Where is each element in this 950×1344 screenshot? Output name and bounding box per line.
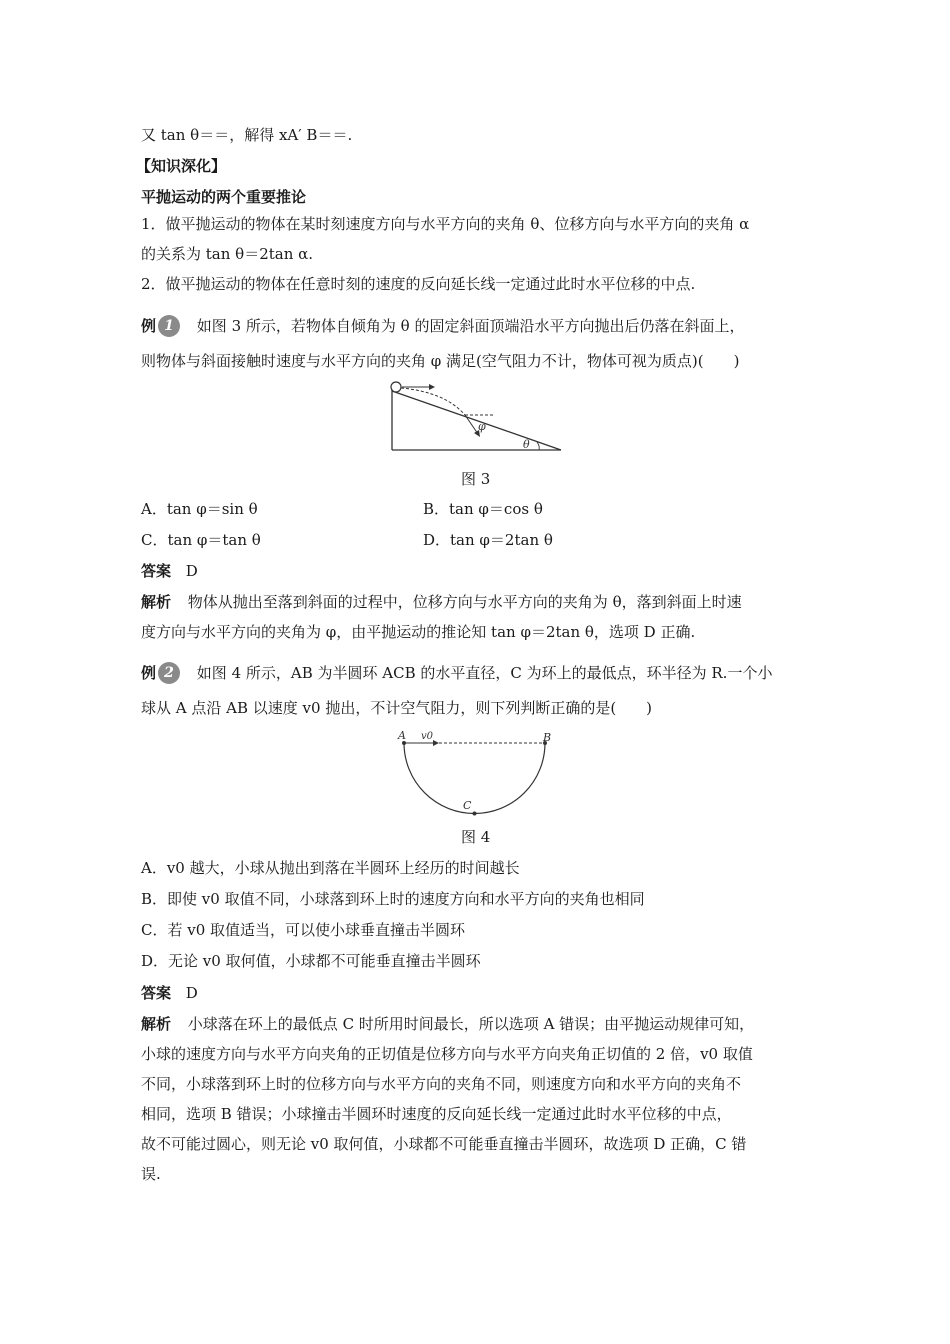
figure4-label-v0: v0 [421, 731, 434, 742]
example2-question-text1: 如图 4 所示，AB 为半圆环 ACB 的水平直径，C 为环上的最低点，环半径为 R.一个小 [196, 664, 773, 682]
example2-analysis-label: 解析 [141, 1015, 172, 1033]
example1-label: 例 [141, 317, 157, 335]
figure3-caption: 图 3 [461, 470, 491, 488]
figure4-label-a: A [398, 729, 406, 742]
figure3-landing-velocity [465, 415, 478, 434]
example1-option-d: D．tan φ＝2tan θ [423, 531, 553, 549]
knowledge-point1-line2: 的关系为 tan θ＝2tan α. [141, 245, 314, 263]
example1-question-line2: 则物体与斜面接触时速度与水平方向的夹角 φ 满足(空气阻力不计，物体可视为质点)( ) [141, 352, 740, 370]
example2-number: 2 [158, 662, 180, 684]
figure3-trajectory [401, 388, 465, 415]
figure4-label-c: C [463, 799, 472, 812]
figure3-arrowhead [429, 384, 435, 390]
figure4-caption: 图 4 [461, 828, 491, 846]
figure4-semicircle-diagram [393, 727, 558, 819]
figure4-arrowhead [433, 740, 439, 746]
example2-option-b: B．即使 v0 取值不同，小球落到环上时的速度方向和水平方向的夹角也相同 [141, 890, 645, 908]
example1-question-line1 [141, 315, 744, 337]
example2-question-line1 [141, 662, 772, 684]
knowledge-heading: 【知识深化】 [136, 157, 227, 175]
figure4-point-c [473, 812, 477, 816]
example1-option-c: C．tan φ＝tan θ [141, 531, 261, 549]
example2-answer-label: 答案 [141, 984, 172, 1002]
example2-label: 例 [141, 664, 157, 682]
example1-answer-label: 答案 [141, 562, 172, 580]
figure4-label-b: B [543, 731, 552, 744]
figure3-phi-label: φ [478, 420, 486, 433]
example2-analysis-line1 [141, 1013, 754, 1035]
example2-analysis-line5: 故不可能过圆心，则无论 v0 取何值，小球都不可能垂直撞击半圆环，故选项 D 正确，C 错 [141, 1135, 747, 1153]
knowledge-subheading: 平抛运动的两个重要推论 [141, 188, 307, 206]
figure4-semicircle-arc [404, 743, 545, 813]
example1-option-a: A．tan φ＝sin θ [141, 500, 258, 518]
figure3-incline-diagram [385, 378, 565, 454]
example2-question-line2: 球从 A 点沿 AB 以速度 v0 抛出，不计空气阻力，则下列判断正确的是( ) [141, 699, 653, 717]
knowledge-point2: 2．做平抛运动的物体在任意时刻的速度的反向延长线一定通过此时水平位移的中点. [141, 275, 696, 293]
example2-analysis-text1: 小球落在环上的最低点 C 时所用时间最长，所以选项 A 错误；由平抛运动规律可知， [187, 1015, 755, 1033]
example2-answer-value: D [185, 984, 198, 1002]
example2-option-a: A．v0 越大，小球从抛出到落在半圆环上经历的时间越长 [141, 859, 520, 877]
example2-analysis-line4: 相同，选项 B 错误；小球撞击半圆环时速度的反向延长线一定通过此时水平位移的中点， [141, 1105, 732, 1123]
example1-analysis-text1: 物体从抛出至落到斜面的过程中，位移方向与水平方向的夹角为 θ，落到斜面上时速 [187, 593, 742, 611]
intro-equation-line: 又 tan θ＝＝，解得 xA′ B＝＝. [141, 126, 353, 144]
example2-badge [141, 662, 192, 684]
figure3-theta-label: θ [523, 438, 530, 451]
example1-analysis-label: 解析 [141, 593, 172, 611]
example2-option-d: D．无论 v0 取何值，小球都不可能垂直撞击半圆环 [141, 952, 481, 970]
knowledge-point1-line1: 1．做平抛运动的物体在某时刻速度方向与水平方向的夹角 θ、位移方向与水平方向的夹角 α [141, 215, 750, 233]
example2-option-c: C．若 v0 取值适当，可以使小球垂直撞击半圆环 [141, 921, 466, 939]
example1-answer-line [141, 560, 198, 582]
example1-analysis-line1 [141, 591, 742, 613]
figure3-incline [392, 391, 561, 450]
example1-answer-value: D [185, 562, 198, 580]
example2-analysis-line2: 小球的速度方向与水平方向夹角的正切值是位移方向与水平方向夹角正切值的 2 倍，v0 取值 [141, 1045, 753, 1063]
example2-analysis-line3: 不同，小球落到环上时的位移方向与水平方向的夹角不同，则速度方向和水平方向的夹角不 [141, 1075, 742, 1093]
example2-analysis-line6: 误. [141, 1165, 161, 1183]
figure3-theta-arc [537, 442, 539, 450]
example1-number: 1 [158, 315, 180, 337]
figure3-ball [391, 382, 401, 392]
example1-option-b: B．tan φ＝cos θ [423, 500, 543, 518]
example1-question-text1: 如图 3 所示，若物体自倾角为 θ 的固定斜面顶端沿水平方向抛出后仍落在斜面上， [196, 317, 745, 335]
example1-analysis-line2: 度方向与水平方向的夹角为 φ，由平抛运动的推论知 tan φ＝2tan θ，选项 D 正确. [141, 623, 696, 641]
example2-answer-line [141, 982, 198, 1004]
example1-badge [141, 315, 192, 337]
